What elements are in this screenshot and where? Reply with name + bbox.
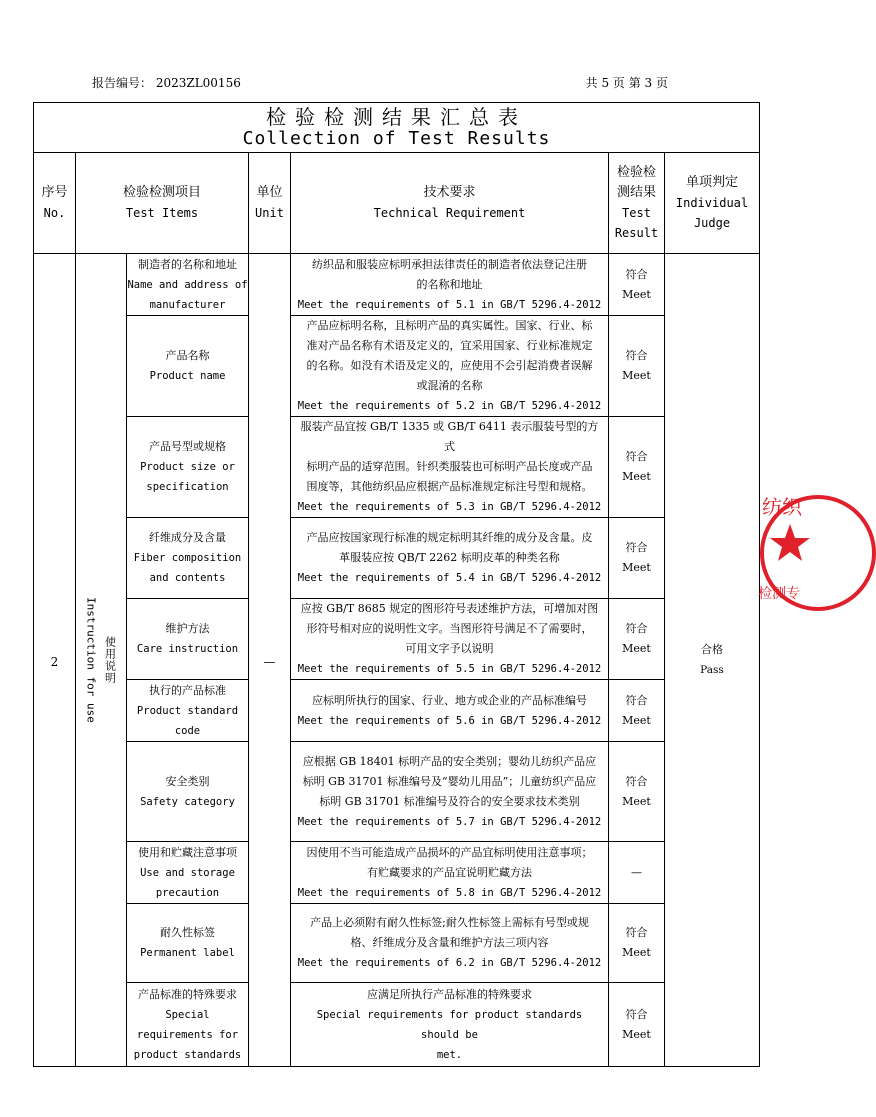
technical-requirement bbox=[291, 680, 609, 742]
test-item-en: product standards bbox=[133, 1048, 242, 1061]
requirement-en: Meet the requirements of 6.2 in GB/T 5296.4-2012 bbox=[297, 957, 602, 969]
header-seq-cn: 序号 bbox=[41, 185, 68, 200]
table-title bbox=[34, 103, 760, 153]
header-unit-en: Unit bbox=[255, 206, 284, 220]
table-row bbox=[34, 518, 760, 599]
requirement-en: Meet the requirements of 5.2 in GB/T 5296.4-2012 bbox=[297, 400, 602, 412]
header-judge-en1: Individual bbox=[675, 196, 749, 210]
test-result bbox=[609, 518, 665, 599]
requirement-cn: 应满足所执行产品标准的特殊要求 bbox=[367, 987, 532, 1001]
requirement-en: Special requirements for product standards should be bbox=[316, 1008, 583, 1041]
test-item-cn: 维护方法 bbox=[165, 622, 210, 635]
requirement-en: Meet the requirements of 5.8 in GB/T 5296.4-2012 bbox=[297, 886, 602, 899]
group-name-en: Instruction for use bbox=[84, 597, 98, 723]
title-cn: 检验检测结果汇总表 bbox=[266, 104, 527, 129]
result-en: Meet bbox=[622, 713, 651, 727]
group-name bbox=[76, 254, 127, 1067]
result-cn: 符合 bbox=[625, 1007, 648, 1021]
test-item-cn: 执行的产品标准 bbox=[149, 683, 226, 697]
table-row bbox=[34, 417, 760, 518]
test-item-cn: 使用和贮藏注意事项 bbox=[138, 845, 237, 859]
title-en: Collection of Test Results bbox=[242, 127, 551, 149]
test-item-cn: 安全类别 bbox=[165, 774, 210, 788]
header-judge-en2: Judge bbox=[693, 216, 731, 230]
requirement-cn: 围度等，其他纺织品应根据产品标准规定标注号型和规格。 bbox=[306, 480, 593, 493]
header-unit bbox=[249, 153, 291, 254]
result-cn: 符合 bbox=[625, 349, 648, 362]
test-item-en: specification bbox=[146, 481, 229, 493]
test-item-cn: 产品名称 bbox=[165, 349, 210, 362]
header-judge bbox=[665, 153, 760, 254]
technical-requirement bbox=[291, 316, 609, 417]
header-unit-cn: 单位 bbox=[256, 185, 283, 200]
result-cn: 符合 bbox=[625, 450, 648, 463]
test-item-cn: 产品号型或规格 bbox=[149, 440, 226, 453]
requirement-cn: 应根据 GB 18401 标明产品的安全类别；婴幼儿纺织产品应 bbox=[302, 754, 597, 768]
test-item bbox=[127, 254, 249, 316]
test-item-en: Permanent label bbox=[140, 947, 235, 959]
test-result bbox=[609, 983, 665, 1067]
header-items bbox=[76, 153, 249, 254]
technical-requirement bbox=[291, 417, 609, 518]
table-row bbox=[34, 680, 760, 742]
result-en: Meet bbox=[622, 642, 651, 655]
requirement-en: Meet the requirements of 5.4 in GB/T 5296.4-2012 bbox=[297, 572, 602, 584]
stamp-text-bottom: 检测专 bbox=[758, 586, 800, 602]
group-name-cn: 使用说明 bbox=[103, 636, 117, 684]
requirement-en: Meet the requirements of 5.5 in GB/T 5296.4-2012 bbox=[297, 663, 602, 675]
test-item-en: and contents bbox=[149, 572, 226, 584]
results-table bbox=[33, 102, 760, 1067]
test-result bbox=[609, 417, 665, 518]
test-item-cn: 纤维成分及含量 bbox=[149, 531, 226, 544]
header-seq bbox=[34, 153, 76, 254]
requirement-en: Meet the requirements of 5.3 in GB/T 5296.4-2012 bbox=[297, 501, 602, 513]
requirement-cn: 产品应按国家现行标准的规定标明其纤维的成分及含量。皮 bbox=[306, 531, 593, 544]
test-item-en: precaution bbox=[155, 886, 220, 899]
test-item-en: Care instruction bbox=[136, 643, 239, 655]
header-req-cn: 技术要求 bbox=[423, 185, 476, 200]
requirement-cn: 的名称。如没有术语及定义的，应使用不会引起消费者误解 bbox=[306, 359, 593, 372]
technical-requirement bbox=[291, 599, 609, 680]
test-item bbox=[127, 904, 249, 983]
individual-judge bbox=[665, 254, 760, 1067]
test-result bbox=[609, 742, 665, 842]
result-en: Meet bbox=[622, 946, 651, 959]
requirement-cn: 应标明所执行的国家、行业、地方或企业的产品标准编号 bbox=[312, 693, 587, 707]
test-item-en: Product standard bbox=[136, 704, 239, 717]
test-item-en: Fiber composition bbox=[133, 552, 242, 564]
header-seq-en: No. bbox=[43, 206, 66, 220]
requirement-cn: 革服装应按 QB/T 2262 标明皮革的种类名称 bbox=[339, 551, 560, 564]
requirement-en: Meet the requirements of 5.1 in GB/T 5296.4-2012 bbox=[297, 298, 602, 311]
technical-requirement bbox=[291, 983, 609, 1067]
test-item bbox=[127, 680, 249, 742]
page-header bbox=[92, 74, 668, 90]
header-result-en2: Result bbox=[614, 226, 659, 240]
test-item bbox=[127, 417, 249, 518]
table-row bbox=[34, 904, 760, 983]
test-item-en: Product size or bbox=[140, 461, 235, 473]
header-result-cn1: 检验检 bbox=[616, 165, 656, 180]
requirement-cn: 可用文字予以说明 bbox=[405, 642, 494, 655]
requirement-cn: 标明 GB 31701 标准编号及“婴幼儿用品”；儿童纺织产品应 bbox=[302, 774, 597, 788]
table-row bbox=[34, 842, 760, 904]
technical-requirement bbox=[291, 842, 609, 904]
requirement-cn: 或混淆的名称 bbox=[416, 379, 483, 392]
test-item-en: Name and address of bbox=[127, 278, 248, 291]
requirement-en: Meet the requirements of 5.7 in GB/T 5296.4-2012 bbox=[297, 815, 602, 828]
test-item-en: requirements for bbox=[136, 1028, 239, 1041]
requirement-cn: 因使用不当可能造成产品损坏的产品宜标明使用注意事项； bbox=[306, 845, 593, 859]
requirement-cn: 应按 GB/T 8685 规定的图形符号表述维护方法，可增加对图 bbox=[300, 602, 599, 615]
test-item-cn: 耐久性标签 bbox=[160, 926, 215, 939]
requirement-cn: 产品应标明名称，且标明产品的真实属性。国家、行业、标 bbox=[306, 319, 593, 332]
test-result bbox=[609, 254, 665, 316]
test-item-en: Use and storage bbox=[140, 866, 235, 879]
group-name-wrap bbox=[76, 597, 126, 723]
red-seal-stamp bbox=[756, 486, 876, 620]
test-result bbox=[609, 842, 665, 904]
requirement-cn: 形符号相对应的说明性文字。当图形符号满足不了需要时， bbox=[306, 622, 593, 635]
report-number: 报告编号： 2023ZL00156 bbox=[92, 76, 241, 90]
header-judge-cn: 单项判定 bbox=[685, 175, 738, 190]
test-item bbox=[127, 983, 249, 1067]
result-cn: 符合 bbox=[625, 622, 648, 635]
requirement-cn: 格、纤维成分及含量和维护方法三项内容 bbox=[350, 936, 549, 949]
result-en: Meet bbox=[622, 369, 651, 382]
requirement-cn: 标明产品的适穿范围。针织类服装也可标明产品长度或产品 bbox=[306, 460, 593, 473]
test-item bbox=[127, 842, 249, 904]
header-result-en1: Test bbox=[622, 206, 651, 220]
judge-en: Pass bbox=[700, 664, 724, 676]
result-cn: 符合 bbox=[625, 926, 648, 939]
page-count: 共 5 页 第 3 页 bbox=[585, 76, 668, 90]
test-item-en: manufacturer bbox=[149, 298, 226, 311]
test-result bbox=[609, 599, 665, 680]
technical-requirement bbox=[291, 904, 609, 983]
result-cn: — bbox=[631, 865, 642, 879]
test-result bbox=[609, 316, 665, 417]
result-en: Meet bbox=[622, 287, 651, 301]
test-item-cn: 制造者的名称和地址 bbox=[138, 257, 237, 271]
test-item-cn: 产品标准的特殊要求 bbox=[138, 987, 237, 1001]
requirement-en: Meet the requirements of 5.6 in GB/T 5296.4-2012 bbox=[297, 714, 602, 727]
stamp-text-top: 纺织 bbox=[762, 495, 802, 519]
row-number bbox=[34, 254, 76, 1067]
result-cn: 符合 bbox=[625, 693, 648, 707]
table-row bbox=[34, 742, 760, 842]
table-row bbox=[34, 599, 760, 680]
result-cn: 符合 bbox=[625, 541, 648, 554]
result-en: Meet bbox=[622, 470, 651, 483]
header-requirement bbox=[291, 153, 609, 254]
requirement-cn: 产品上必须附有耐久性标签;耐久性标签上需标有号型或规 bbox=[310, 916, 589, 929]
requirement-cn: 纺织品和服装应标明承担法律责任的制造者依法登记注册 bbox=[312, 257, 587, 271]
test-item bbox=[127, 518, 249, 599]
row-number-text: 2 bbox=[50, 654, 59, 669]
test-result bbox=[609, 680, 665, 742]
result-cn: 符合 bbox=[625, 774, 648, 788]
requirement-en: met. bbox=[436, 1048, 463, 1061]
table-row bbox=[34, 983, 760, 1067]
requirement-cn: 服装产品宜按 GB/T 1335 或 GB/T 6411 表示服装号型的方式 bbox=[300, 420, 599, 453]
requirement-cn: 准对产品名称有术语及定义的，宜采用国家、行业标准规定 bbox=[306, 339, 593, 352]
table-row bbox=[34, 254, 760, 316]
table-body bbox=[34, 254, 760, 1067]
result-cn: 符合 bbox=[625, 267, 648, 281]
technical-requirement bbox=[291, 518, 609, 599]
unit-value: — bbox=[263, 654, 276, 669]
test-item bbox=[127, 316, 249, 417]
requirement-cn: 标明 GB 31701 标准编号及符合的安全要求技术类别 bbox=[319, 794, 580, 808]
test-item bbox=[127, 599, 249, 680]
table-row bbox=[34, 316, 760, 417]
header-result-cn2: 测结果 bbox=[616, 185, 656, 200]
requirement-cn: 有贮藏要求的产品宜说明贮藏方法 bbox=[367, 865, 532, 879]
test-item-en: Product name bbox=[149, 370, 226, 382]
result-en: Meet bbox=[622, 1027, 651, 1041]
test-item-en: Special bbox=[165, 1008, 210, 1021]
test-item-en: Safety category bbox=[140, 795, 235, 808]
test-item-en: code bbox=[174, 724, 201, 737]
test-item bbox=[127, 742, 249, 842]
header-items-en: Test Items bbox=[125, 206, 199, 220]
result-en: Meet bbox=[622, 561, 651, 574]
header-result bbox=[609, 153, 665, 254]
judge-cn: 合格 bbox=[701, 643, 723, 656]
result-en: Meet bbox=[622, 794, 651, 808]
test-result bbox=[609, 904, 665, 983]
requirement-cn: 的名称和地址 bbox=[416, 277, 483, 291]
technical-requirement bbox=[291, 742, 609, 842]
technical-requirement bbox=[291, 254, 609, 316]
header-row bbox=[34, 153, 760, 254]
unit-cell bbox=[249, 254, 291, 1067]
header-req-en: Technical Requirement bbox=[373, 206, 526, 220]
header-items-cn: 检验检测项目 bbox=[122, 185, 201, 200]
